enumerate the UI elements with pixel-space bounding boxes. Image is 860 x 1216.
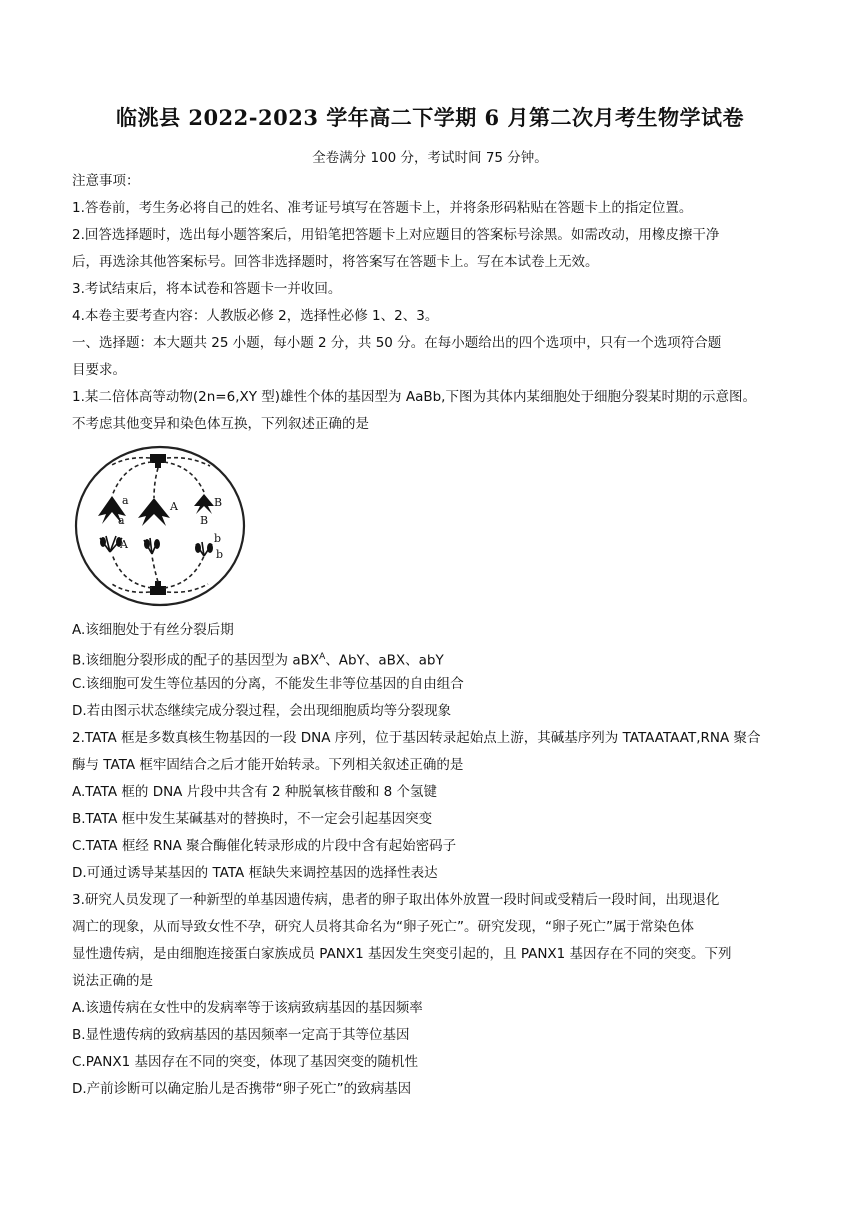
question-2-stem-cont: 酶与 TATA 框牢固结合之后才能开始转录。下列相关叙述正确的是 — [72, 757, 464, 773]
exam-subtitle: 全卷满分 100 分，考试时间 75 分钟。 — [312, 150, 548, 166]
question-1-stem: 1.某二倍体高等动物(2n=6,XY 型)雄性个体的基因型为 AaBb,下图为其体内某细胞处于细胞分裂某时期的示意图。 — [72, 389, 756, 405]
question-2-option-b: B.TATA 框中发生某碱基对的替换时，不一定会引起基因突变 — [72, 811, 433, 827]
question-1-option-a: A.该细胞处于有丝分裂后期 — [72, 622, 234, 638]
question-1-option-d: D.若由图示状态继续完成分裂过程，会出现细胞质均等分裂现象 — [72, 703, 452, 719]
question-3-option-c: C.PANX1 基因存在不同的突变，体现了基因突变的随机性 — [72, 1054, 418, 1070]
question-3-stem-cont-2: 显性遗传病，是由细胞连接蛋白家族成员 PANX1 基因发生突变引起的，且 PANX1 基因存在不同的突变。下列 — [72, 946, 732, 962]
question-2-option-a: A.TATA 框的 DNA 片段中共含有 2 种脱氧核苷酸和 8 个氢键 — [72, 784, 438, 800]
gene-label-A-1: A — [170, 500, 178, 513]
option-b-text: B.该细胞分裂形成的配子的基因型为 aBX — [72, 652, 320, 669]
notice-item-2: 2.回答选择题时，选出每小题答案后，用铅笔把答题卡上对应题目的答案标号涂黑。如需改动，用橡皮擦干净 — [72, 227, 720, 243]
centrosome-top — [150, 454, 166, 463]
cell-division-figure — [72, 444, 248, 608]
question-2-stem: 2.TATA 框是多数真核生物基因的一段 DNA 序列，位于基因转录起始点上游，其碱基序列为 TATAATAAT,RNA 聚合 — [72, 730, 761, 746]
question-3-option-a: A.该遗传病在女性中的发病率等于该病致病基因的基因频率 — [72, 1000, 423, 1016]
gene-label-b-2: b — [216, 548, 224, 561]
exam-title: 临洮县 2022-2023 学年高二下学期 6 月第二次月考生物学试卷 — [116, 105, 744, 130]
question-2-option-d: D.可通过诱导某基因的 TATA 框缺失来调控基因的选择性表达 — [72, 865, 438, 881]
lower-chromosome-fill — [100, 537, 213, 553]
centrosome-bottom — [150, 586, 166, 595]
question-3-stem: 3.研究人员发现了一种新型的单基因遗传病，患者的卵子取出体外放置一段时间或受精后一段时间，出现退化 — [72, 892, 720, 908]
question-3-stem-cont-3: 说法正确的是 — [72, 973, 153, 989]
chromosome-upper-middle — [138, 498, 170, 526]
gene-label-B-2: B — [200, 514, 209, 527]
notice-item-2-cont: 后，再选涂其他答案标号。回答非选择题时，将答案写在答题卡上。写在本试卷上无效。 — [72, 254, 599, 270]
question-3-stem-cont-1: 凋亡的现象，从而导致女性不孕，研究人员将其命名为“卵子死亡”。研究发现，“卵子死亡”属于常染色体 — [72, 919, 694, 935]
question-1-stem-cont: 不考虑其他变异和染色体互换，下列叙述正确的是 — [72, 416, 369, 432]
section-heading: 一、选择题：本大题共 25 小题，每小题 2 分，共 50 分。在每小题给出的四个选项中，只有一个选项符合题 — [72, 335, 722, 351]
gene-label-a-2: a — [118, 514, 125, 527]
gene-label-A-2: A — [120, 538, 128, 551]
notice-item-4: 4.本卷主要考查内容：人教版必修 2，选择性必修 1、2、3。 — [72, 308, 439, 324]
option-b-text-suffix: 、AbY、aBX、abY — [325, 652, 444, 669]
option-b-superscript: A — [319, 652, 326, 662]
notice-heading: 注意事项： — [72, 173, 140, 189]
notice-item-3: 3.考试结束后，将本试卷和答题卡一并收回。 — [72, 281, 342, 297]
gene-label-B-1: B — [214, 496, 223, 509]
question-2-option-c: C.TATA 框经 RNA 聚合酶催化转录形成的片段中含有起始密码子 — [72, 838, 457, 854]
centrosome-top-stem — [155, 463, 161, 468]
gene-label-a-1: a — [122, 494, 129, 507]
question-1-option-c: C.该细胞可发生等位基因的分离，不能发生非等位基因的自由组合 — [72, 676, 464, 692]
question-3-option-b: B.显性遗传病的致病基因的基因频率一定高于其等位基因 — [72, 1027, 410, 1043]
notice-item-1: 1.答卷前，考生务必将自己的姓名、准考证号填写在答题卡上，并将条形码粘贴在答题卡上的指定位置。 — [72, 200, 693, 216]
chromosome-upper-right — [194, 494, 214, 514]
question-3-option-d: D.产前诊断可以确定胎儿是否携带“卵子死亡”的致病基因 — [72, 1081, 412, 1097]
section-heading-cont: 目要求。 — [72, 362, 126, 378]
gene-label-b-1: b — [214, 532, 222, 545]
upper-chromosomes — [98, 494, 214, 526]
question-1-option-b — [72, 648, 444, 670]
